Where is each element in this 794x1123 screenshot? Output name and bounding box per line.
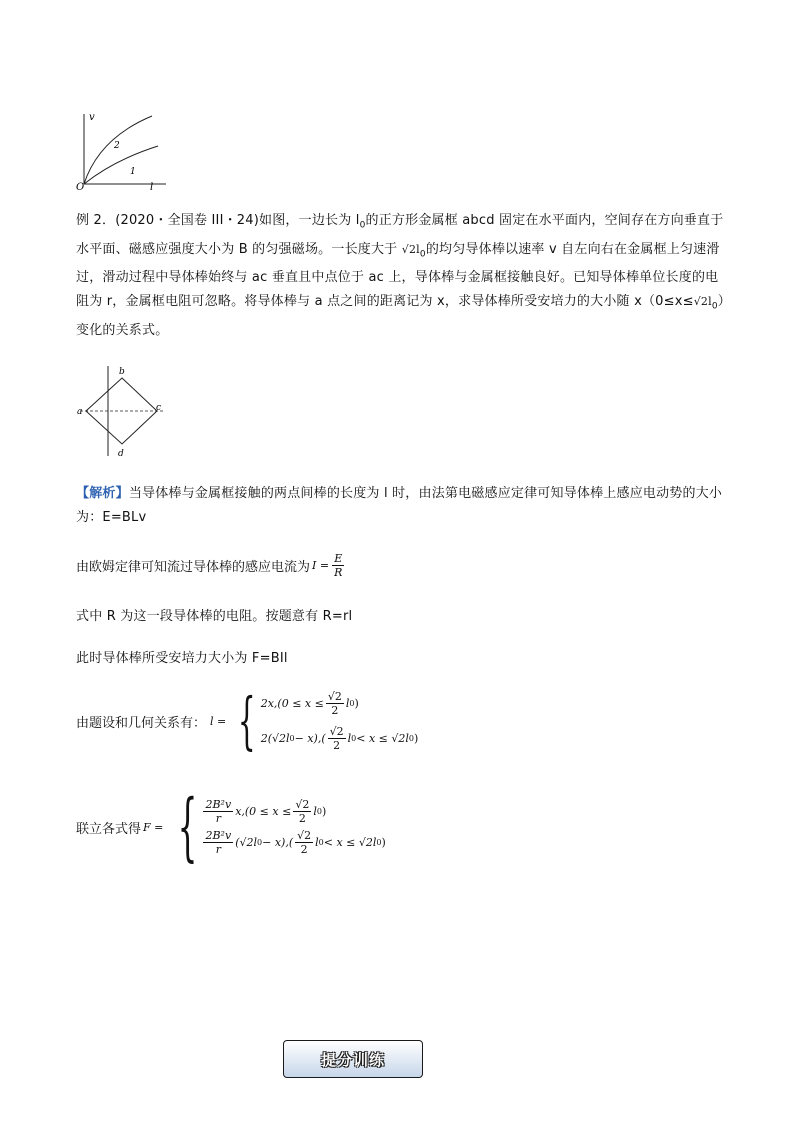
length-case-1 — [261, 690, 419, 717]
force-case-1-coef — [203, 798, 233, 825]
force-case-1-a: x,(0 ≤ x ≤ — [235, 805, 292, 818]
example-text-b: 的正方形金属框 abcd 固定在水平面内，空间存在方向垂直于水平面、磁感应强度大小为 B 的匀强磁场。一长度大于 — [76, 213, 724, 257]
length-case-2-sub2: 0 — [351, 734, 357, 743]
solution-line-2 — [76, 552, 344, 579]
label-d: d — [118, 449, 124, 459]
length-case-2-frac — [328, 725, 346, 752]
graph-curve-2-label: 2 — [114, 141, 120, 151]
graph-curve-1-label: 1 — [130, 167, 136, 177]
square-frame-figure — [74, 364, 170, 460]
length-case-2-b: − x),( — [294, 732, 326, 745]
length-case-2-d: < x ≤ √2l — [356, 732, 409, 745]
length-case-1-frac — [326, 690, 344, 717]
graph-curve-1 — [84, 146, 158, 184]
force-case-2-d: < x ≤ √2l — [323, 836, 377, 849]
length-case-2-sub3: 0 — [408, 734, 415, 743]
length-cases — [261, 690, 419, 752]
solution-line-3: 式中 R 为这一段导体棒的电阻。按题意有 R=rl — [76, 609, 353, 624]
force-case-2-num: 2B²v — [205, 829, 232, 842]
force-case-1-frac — [293, 798, 311, 825]
example-sqrt-b: √2l — [693, 295, 712, 309]
example-text-a: 如图，一边长为 l — [259, 213, 360, 228]
label-a: a — [77, 407, 83, 417]
solution-line-5 — [76, 684, 419, 757]
label-c: c — [156, 403, 162, 413]
solution-line-1-text: 当导体棒与金属框接触的两点间棒的长度为 l 时，由法第电磁感应定律可知导体棒上感应电动势的大小为：E=BLv — [76, 486, 723, 525]
force-case-2-a: (√2l — [235, 836, 258, 849]
force-case-2-sub1: 0 — [257, 838, 263, 847]
current-numerator: E — [334, 552, 343, 565]
example-sqrt-a: √2l — [401, 242, 420, 256]
example-sub-a: 0 — [359, 220, 366, 231]
current-denominator: R — [334, 566, 343, 579]
force-case-1-sub: 0 — [316, 807, 322, 816]
force-case-2-e: ) — [381, 836, 386, 849]
force-case-1-den: r — [215, 812, 221, 825]
force-case-1-b: l — [313, 805, 317, 818]
graph-origin-label: O — [76, 182, 85, 192]
force-case-2-coef — [203, 829, 233, 856]
graph-y-label: v — [89, 112, 95, 123]
length-brace: { — [238, 684, 256, 757]
length-case-2-num: √2 — [329, 725, 344, 738]
length-case-2-c: l — [347, 732, 352, 745]
length-case-1-den: 2 — [331, 704, 339, 717]
solution-line-6 — [76, 784, 386, 870]
example-text-d: ）变化的关系式。 — [76, 294, 725, 338]
practice-section-button[interactable] — [283, 1040, 423, 1078]
force-lhs: F = — [143, 820, 164, 834]
practice-section-label: 提分训练 — [320, 1050, 385, 1069]
force-case-1-fden: 2 — [298, 812, 306, 825]
graph-x-label: l — [150, 182, 154, 192]
example-label: 例 2． — [76, 213, 116, 228]
solution-tag: 【解析】 — [76, 486, 129, 501]
force-case-2-sub3: 0 — [376, 838, 382, 847]
length-case-1-sub: 0 — [349, 699, 355, 708]
length-case-1-a: 2x,(0 ≤ x ≤ — [260, 697, 324, 710]
length-case-2-e: ) — [414, 732, 419, 745]
example-sub-b: 0 — [419, 249, 426, 260]
force-case-1 — [203, 798, 385, 825]
length-case-2-a: 2(√2l — [260, 732, 290, 745]
length-lhs: l = — [210, 714, 227, 728]
solution-line-1 — [76, 482, 726, 530]
solution-line-6-text: 联立各式得 — [76, 821, 142, 837]
force-cases — [203, 798, 385, 856]
solution-line-2-text: 由欧姆定律可知流过导体棒的感应电流为 — [76, 560, 311, 575]
length-case-2 — [261, 725, 419, 752]
length-case-2-sub1: 0 — [289, 734, 295, 743]
force-brace: { — [178, 784, 198, 870]
force-case-2-fden: 2 — [300, 843, 308, 856]
velocity-length-graph — [74, 110, 174, 192]
current-fraction — [332, 552, 344, 579]
force-case-2-b: − x),( — [262, 836, 294, 849]
force-case-2-frac — [295, 829, 313, 856]
force-case-2-fnum: √2 — [297, 829, 312, 842]
force-case-1-c: ) — [321, 805, 327, 818]
example-source: (2020・全国卷 III・24) — [115, 213, 260, 228]
length-case-1-c: ) — [354, 697, 359, 710]
force-case-2-den: r — [215, 843, 221, 856]
length-case-1-b: l — [345, 697, 350, 710]
example-sub-c: 0 — [711, 301, 718, 312]
force-case-1-fnum: √2 — [295, 798, 310, 811]
length-case-1-num: √2 — [327, 690, 342, 703]
solution-line-4: 此时导体棒所受安培力大小为 F=BIl — [76, 651, 288, 666]
current-lhs: I = — [312, 559, 330, 572]
force-case-1-num: 2B²v — [205, 798, 232, 811]
force-case-2-c: l — [315, 836, 319, 849]
example-problem-text — [76, 209, 726, 343]
force-case-2 — [203, 829, 385, 856]
solution-line-5-text: 由题设和几何关系有： — [76, 715, 207, 731]
length-case-2-den: 2 — [333, 739, 341, 752]
label-b: b — [119, 367, 125, 377]
example-text-c: 的均匀导体棒以速率 v 自左向右在金属框上匀速滑过，滑动过程中导体棒始终与 ac 垂直且中点位于 ac 上，导体棒与金属框接触良好。已知导体棒单位长度的电阻为 r，金属框电阻可忽略。将导体棒与 a 点之间的距离记为 x，求导体棒所受安培力的大小随 x（0≤x≤ — [76, 241, 720, 310]
force-case-2-sub2: 0 — [318, 838, 324, 847]
